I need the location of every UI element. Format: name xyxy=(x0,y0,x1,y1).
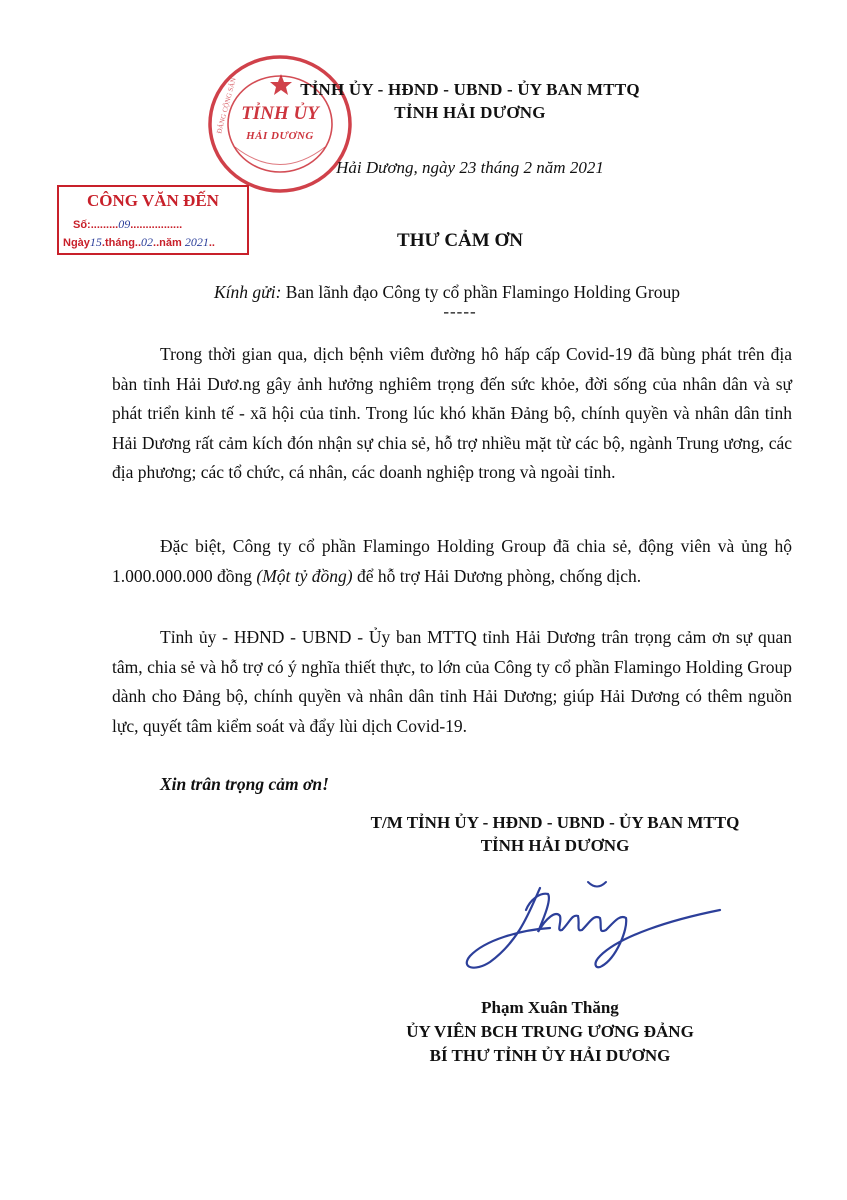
stamp-year-value: 2021 xyxy=(184,235,209,249)
handwritten-signature xyxy=(430,870,730,980)
paragraph-2-start: Đặc biệt, Công ty cổ phần Flamingo Holding Group đã chia sẻ, động viên và ủng hộ 1.000.000.000 đồng xyxy=(112,536,792,586)
signer-title-2: BÍ THƯ TỈNH ỦY HẢI DƯƠNG xyxy=(429,1046,671,1065)
paragraph-2-end: để hỗ trợ Hải Dương phòng, chống dịch. xyxy=(356,565,642,586)
seal-sub-text: HẢI DƯƠNG xyxy=(246,130,314,142)
recipient-line xyxy=(214,282,814,303)
stamp-number-row: Số:.........09................. xyxy=(73,217,183,231)
stamp-month-label: tháng xyxy=(104,237,135,249)
stamp-title: CÔNG VĂN ĐẾN xyxy=(87,191,219,210)
separator: ----- xyxy=(443,302,477,321)
stamp-day-value: 15 xyxy=(89,235,102,249)
letter-title: THƯ CẢM ƠN xyxy=(397,230,523,251)
paragraph-3: Tỉnh ủy - HĐND - UBND - Ủy ban MTTQ tỉnh Hải Dương trân trọng cảm ơn sự quan tâm, chia sẻ và hỗ trợ có ý nghĩa thiết thực, to lớn của Công ty cổ phần Flamingo Holding Group dành cho Đảng bộ, chính quyền và nhân dân tỉnh Hải Dương; giúp Hải Dương có thêm nguồn lực, quyết tâm kiểm soát và đẩy lùi dịch Covid-19. xyxy=(112,627,792,736)
signer-name: Phạm Xuân Thăng xyxy=(481,998,619,1017)
stamp-number-value: 09 xyxy=(118,217,131,231)
paragraph-2 xyxy=(112,532,792,591)
recipient-name: Ban lãnh đạo Công ty cổ phần Flamingo Holding Group xyxy=(285,282,680,302)
issuer-line-1: TỈNH ỦY - HĐND - UBND - ỦY BAN MTTQ xyxy=(300,80,640,99)
recipient-label: Kính gửi: xyxy=(214,282,282,302)
stamp-month-value: 02 xyxy=(141,235,154,249)
stamp-number-label: Số: xyxy=(73,219,91,231)
paragraph-1: Trong thời gian qua, dịch bệnh viêm đường hô hấp cấp Covid-19 đã bùng phát trên địa bàn tỉnh Hải Dươ.ng gây ảnh hưởng nghiêm trọng đến sức khỏe, đời sống của nhân dân và sự phát triển kinh tế - xã hội của tỉnh. Trong lúc khó khăn Đảng bộ, chính quyền và nhân dân tỉnh Hải Dương rất cảm kích đón nhận sự chia sẻ, hỗ trợ nhiều mặt từ các bộ, ngành Trung ương, các địa phương; các tổ chức, cá nhân, các doanh nghiệp trong và ngoài tỉnh. xyxy=(112,344,792,482)
closing-line: Xin trân trọng cảm ơn! xyxy=(160,774,329,794)
stamp-year-label: năm xyxy=(159,237,182,249)
stamp-day-label: Ngày xyxy=(63,237,90,249)
svg-text:ĐẢNG CỘNG SẢN: ĐẢNG CỘNG SẢN xyxy=(215,76,238,135)
stamp-date-row: Ngày15.tháng..02..năm 2021.. xyxy=(63,235,215,249)
issue-date: Hải Dương, ngày 23 tháng 2 năm 2021 xyxy=(336,158,604,177)
issuer-line-2: TỈNH HẢI DƯƠNG xyxy=(394,103,546,122)
paragraph-2-amount-words: (Một tỷ đồng) xyxy=(256,565,353,586)
signer-title-1: ỦY VIÊN BCH TRUNG ƯƠNG ĐẢNG xyxy=(406,1022,694,1041)
seal-main-text: TỈNH ỦY xyxy=(241,103,319,124)
signing-org-line-1: T/M TỈNH ỦY - HĐND - UBND - ỦY BAN MTTQ xyxy=(370,813,740,832)
signing-org-line-2: TỈNH HẢI DƯƠNG xyxy=(480,836,630,855)
